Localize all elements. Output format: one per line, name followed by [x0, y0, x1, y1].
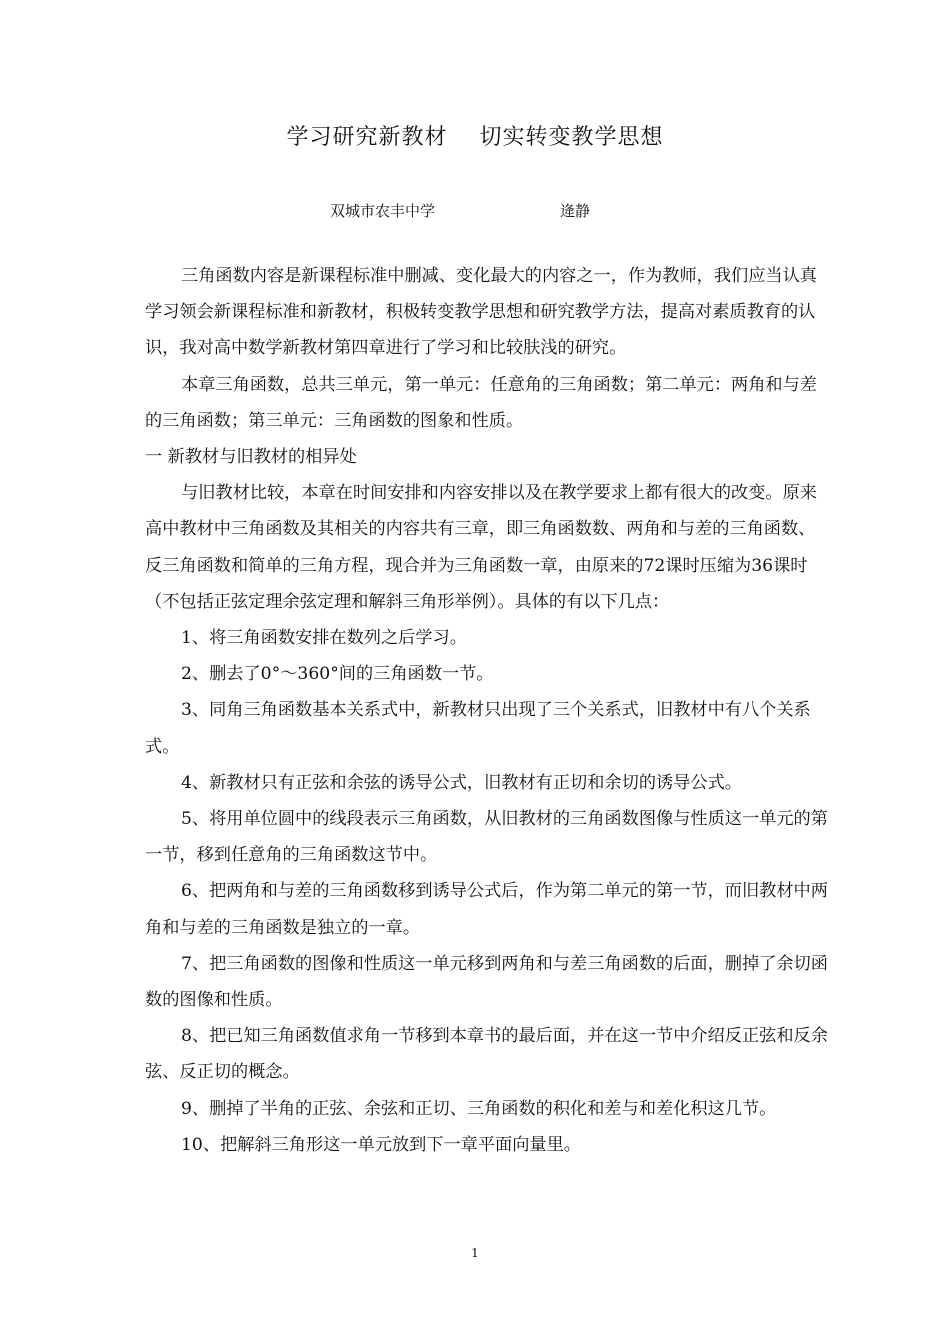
list-item: 9、删掉了半角的正弦、余弦和正切、三角函数的积化和差与和差化积这几节。 [181, 1098, 777, 1119]
list-item: 7、把三角函数的图像和性质这一单元移到两角和与差三角函数的后面，删掉了余切函数的图像和性质。 [145, 953, 828, 1011]
list-item: 2、删去了0°～360°间的三角函数一节。 [181, 664, 494, 685]
list-item: 8、把已知三角函数值求角一节移到本章书的最后面，并在这一节中介绍反正弦和反余弦、反正切的概念。 [145, 1026, 828, 1083]
author-school: 双城市农丰中学 [330, 202, 436, 220]
list-item: 6、把两角和与差的三角函数移到诱导公式后，作为第二单元的第一节，而旧教材中两角和与差的三角函数是独立的一章。 [145, 881, 828, 938]
author-name: 逄静 [560, 202, 591, 220]
paragraph: 本章三角函数，总共三单元，第一单元：任意角的三角函数；第二单元：两角和与差的三角函数；第三单元：三角函数的图象和性质。 [145, 374, 817, 431]
list-item: 3、同角三角函数基本关系式中，新教材只出现了三个关系式，旧教材中有八个关系式。 [145, 700, 811, 757]
list-item: 1、将三角函数安排在数列之后学习。 [181, 628, 467, 649]
list-item: 10、把解斜三角形这一单元放到下一章平面向量里。 [181, 1134, 581, 1155]
list-item: 4、新教材只有正弦和余弦的诱导公式，旧教材有正切和余切的诱导公式。 [181, 772, 742, 793]
list-item: 5、将用单位圆中的线段表示三角函数，从旧教材的三角函数图像与性质这一单元的第一节，移到任意角的三角函数这节中。 [145, 809, 828, 866]
paragraph: 三角函数内容是新课程标准中删减、变化最大的内容之一，作为教师，我们应当认真学习领会新课程标准和新教材，积极转变教学思想和研究教学方法，提高对素质教育的认识，我对高中数学新教材第四章进行了学习和比较肤浅的研究。 [145, 266, 817, 359]
section-heading: 一 新教材与旧教材的相异处 [145, 447, 357, 468]
page-number: 1 [471, 1246, 479, 1260]
document-body [145, 258, 830, 1163]
paragraph: 与旧教材比较，本章在时间安排和内容安排以及在教学要求上都有很大的改变。原来高中教材中三角函数及其相关的内容共有三章，即三角函数数、两角和与差的三角函数、反三角函数和简单的三角方程，现合并为三角函数一章，由原来的72课时压缩为36课时（不包括正弦定理余弦定理和解斜三角形举例）。具体的有以下几点： [145, 483, 817, 612]
document-title: 学习研究新教材 切实转变教学思想 [286, 125, 664, 150]
